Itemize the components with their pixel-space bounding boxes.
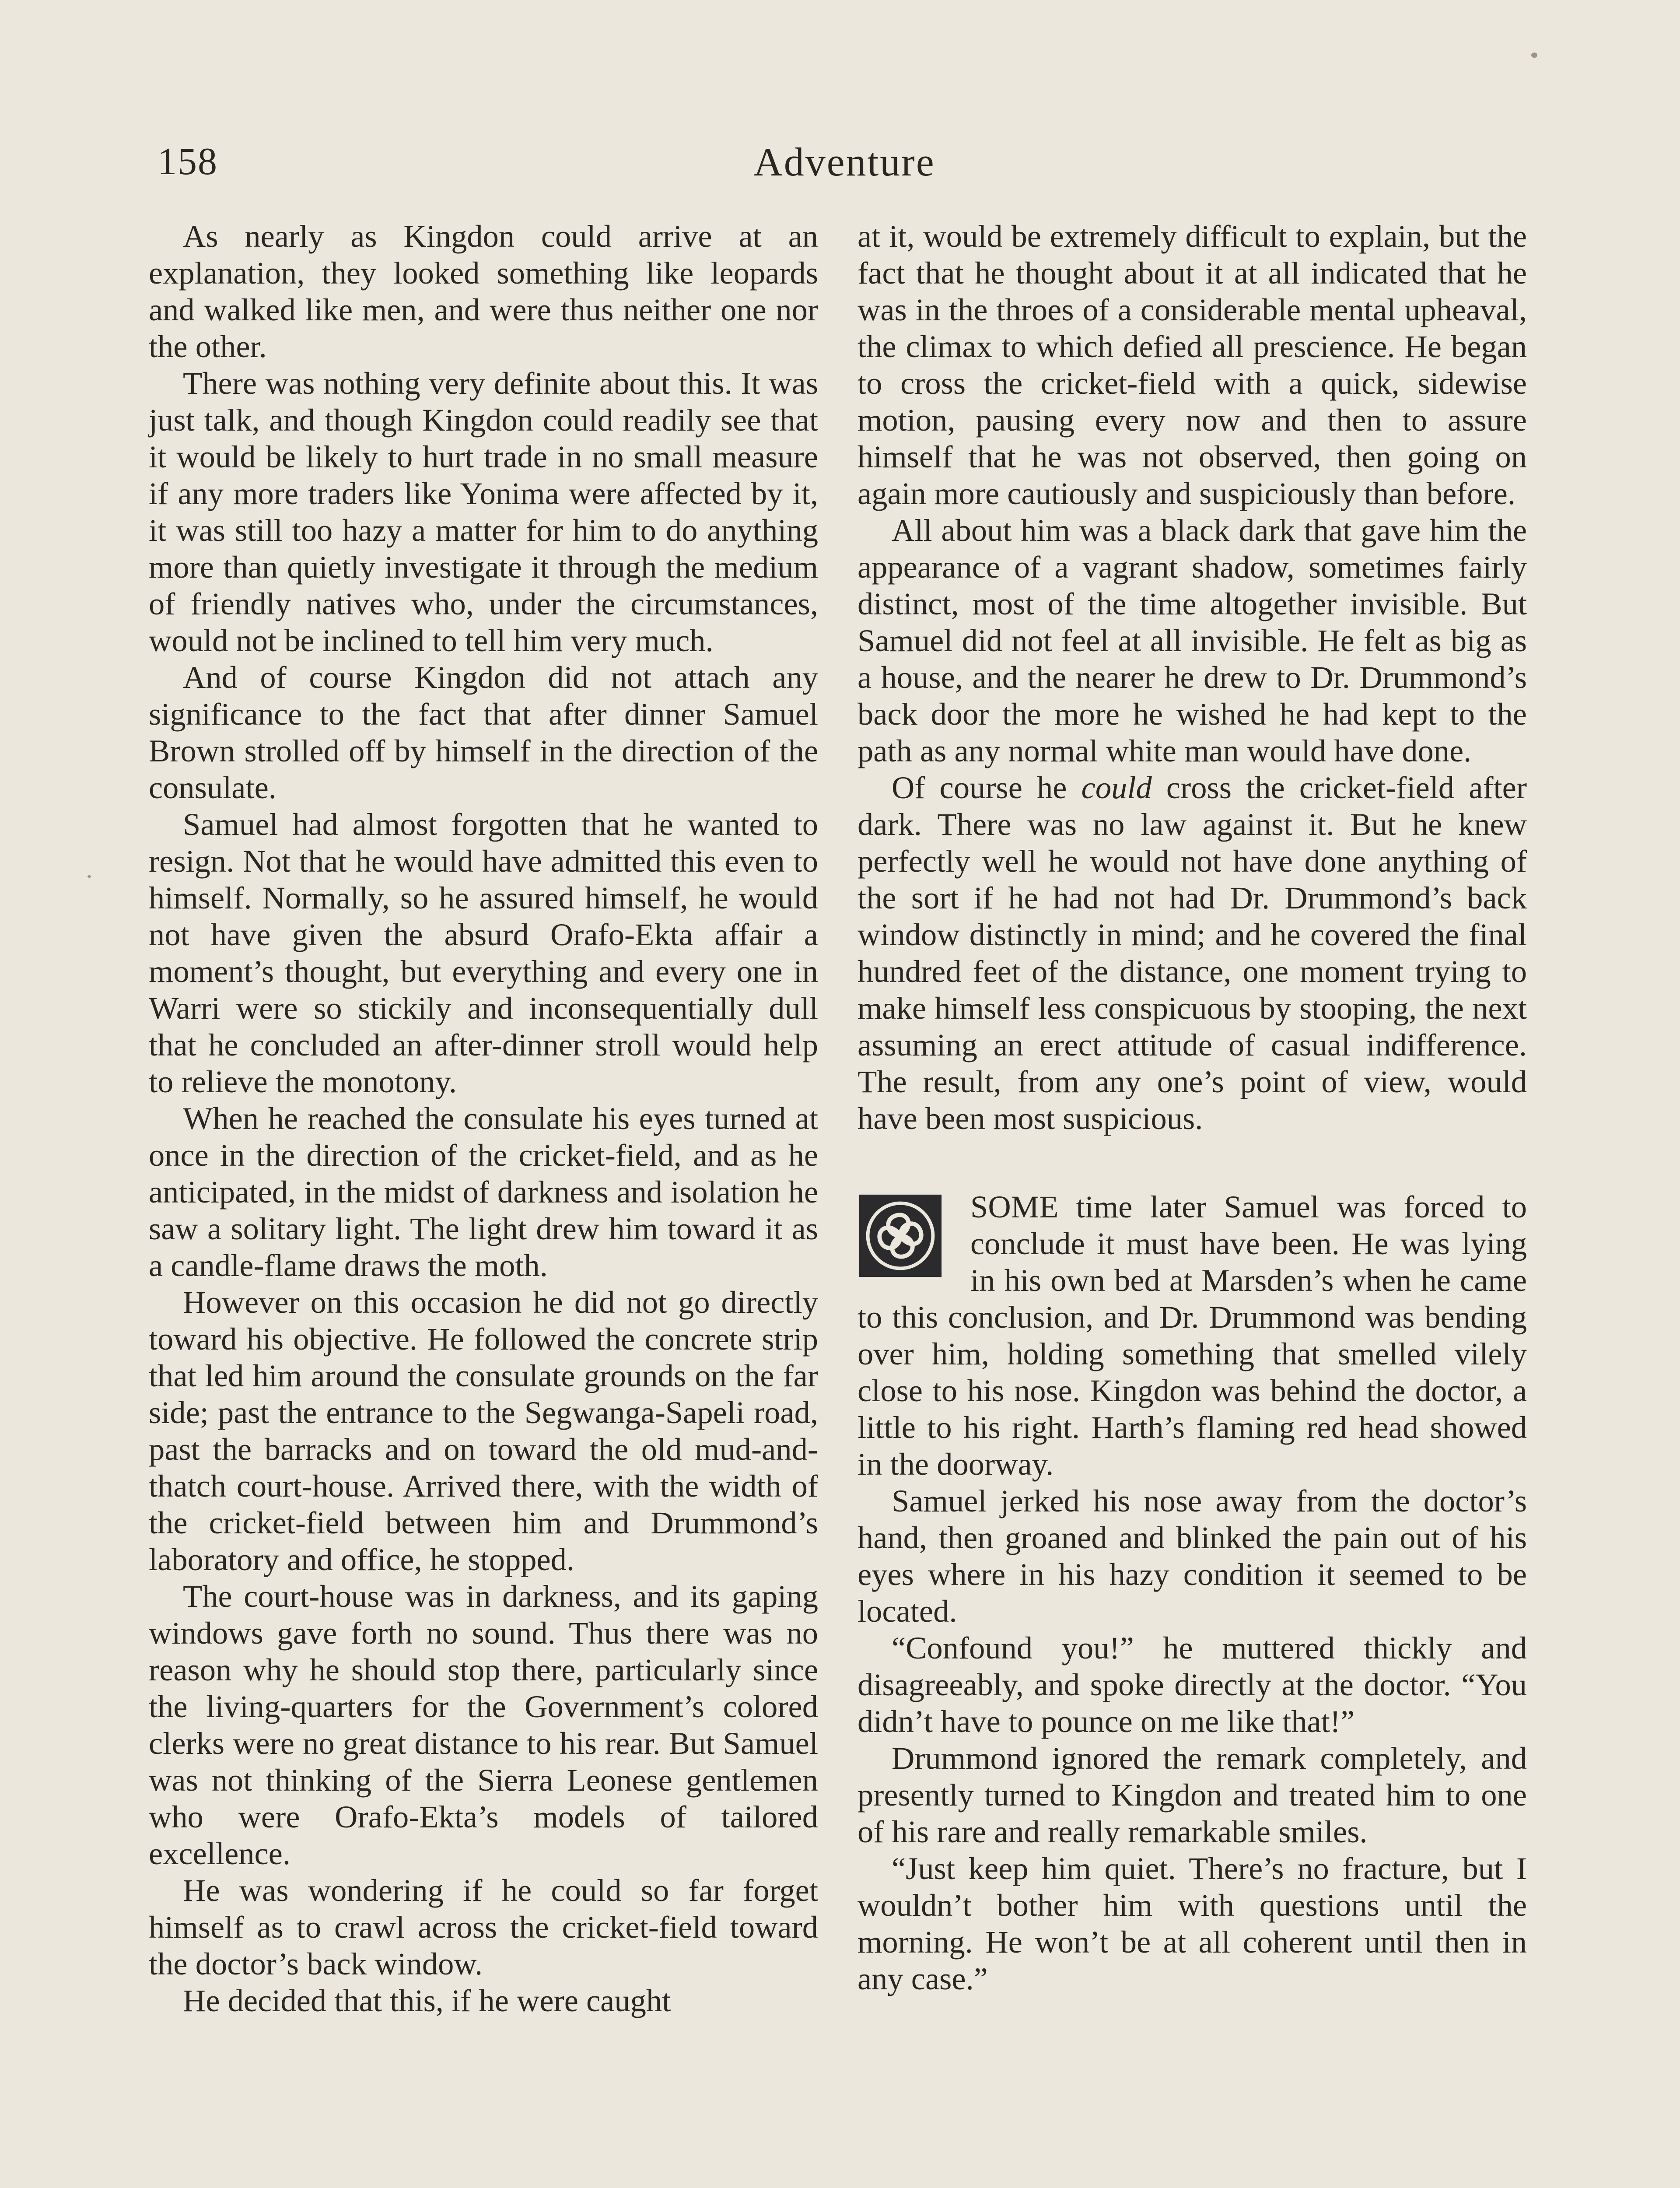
paragraph [858,769,1527,1137]
paragraph: Drummond ignored the remark completely, and presently turned to Kingdon and treated him to one of his rare and really remarkable smiles. [858,1740,1527,1849]
paragraph: When he reached the consulate his eyes turned at once in the direction of the cricket-field, and as he anticipated, in the midst of darkness and isolation he saw a solitary light. The light drew him toward it as a candle-flame draws the moth. [149,1101,818,1283]
continued-paragraph: at it, would be extremely difficult to explain, but the fact that he thought about it at all indicated that he was in the throes of a considerable mental upheaval, the climax to which defied all prescience. He began to cross the cricket-field with a quick, sidewise motion, pausing every now and then to assure himself that he was not observed, then going on again more cautiously and suspiciously than before. [858,218,1527,511]
paper-speck [88,875,91,878]
paragraph: And of course Kingdon did not attach any significance to the fact that after dinner Samuel Brown strolled off by himself in the direction of the consulate. [149,659,818,805]
paragraph-text: cross the cricket-field after dark. There was no law against it. But he knew perfectly well he would not have done anything of the sort if he had not had Dr. Drummond’s back window distinctly in mind; and he covered the final hundred feet of the distance, one moment trying to make himself less conspicuous by stooping, the next assuming an erect attitude of casual indifference. The result, from any one’s point of view, would have been most suspicious. [858,770,1527,1136]
section-opening-paragraph [858,1189,1527,1483]
emphasis: could [1081,770,1152,805]
swirl-ornament-icon [858,1193,948,1283]
paragraph: The court-house was in darkness, and its gaping windows gave forth no sound. Thus there was no reason why he should stop there, particularly since the living-quarters for the Government’s colored clerks were no great distance to his rear. But Samuel was not thinking of the Sierra Leonese gentlemen who were Orafo-Ekta’s models of tailored excellence. [149,1578,818,1871]
paragraph: As nearly as Kingdon could arrive at an explanation, they looked something like leopards and walked like men, and were thus neither one nor the other. [149,218,818,364]
paragraph-text: time later Samuel was forced to conclude it must have been. He was lying in his own bed at Marsden’s when he came to this conclusion, and Dr. Drummond was bending over him, holding something that smelled vilely close to his nose. Kingdon was behind the doctor, a little to his right. Harth’s flaming red head showed in the doorway. [858,1189,1527,1482]
paragraph: “Confound you!” he muttered thickly and disagreeably, and spoke directly at the doctor. “You didn’t have to pounce on me like that!” [858,1630,1527,1739]
section-break [858,1137,1527,1189]
running-head: Adventure [753,140,935,184]
paper-speck [1531,53,1537,58]
paragraph: “Just keep him quiet. There’s no fracture, but I wouldn’t bother him with questions until the morning. He won’t be at all coherent until then in any case.” [858,1851,1527,1996]
paragraph: There was nothing very definite about this. It was just talk, and though Kingdon could readily see that it would be likely to hurt trade in no small measure if any more traders like Yonima were affected by it, it was still too hazy a matter for him to do anything more than quietly investigate it through the medium of friendly natives who, under the circumstances, would not be inclined to tell him very much. [149,365,818,658]
paragraph-text: Of course he [892,770,1082,805]
paragraph: All about him was a black dark that gave him the appearance of a vagrant shadow, sometimes fairly distinct, most of the time altogether invisible. But Samuel did not feel at all invisible. He felt as big as a house, and the nearer he drew to Dr. Drummond’s back door the more he wished he had kept to the path as any normal white man would have done. [858,512,1527,768]
paragraph: Samuel jerked his nose away from the doctor’s hand, then groaned and blinked the pain out of his eyes where in his hazy condition it seemed to be located. [858,1483,1527,1629]
paragraph: Samuel had almost forgotten that he wanted to resign. Not that he would have admitted this even to himself. Normally, so he assured himself, he would not have given the absurd Orafo-Ekta affair a moment’s thought, but everything and every one in Warri were so stickily and inconsequentially dull that he concluded an after-dinner stroll would help to relieve the monotony. [149,806,818,1099]
page-number: 158 [158,140,218,183]
swirl-ornament-graphic [858,1193,943,1279]
lead-in-word: SOME [970,1189,1059,1224]
right-column [858,218,1527,1997]
paragraph: However on this occasion he did not go directly toward his objective. He followed the concrete strip that led him around the consulate grounds on the far side; past the entrance to the Segwanga-Sapeli road, past the barracks and on toward the old mud-and-thatch court-house. Arrived there, with the width of the cricket-field between him and Drummond’s laboratory and office, he stopped. [149,1284,818,1577]
left-column [149,218,818,2019]
paragraph: He decided that this, if he were caught [183,1983,671,2018]
page-header [149,131,1540,193]
paragraph: He was wondering if he could so far forget himself as to crawl across the cricket-field toward the doctor’s back window. [149,1872,818,1981]
